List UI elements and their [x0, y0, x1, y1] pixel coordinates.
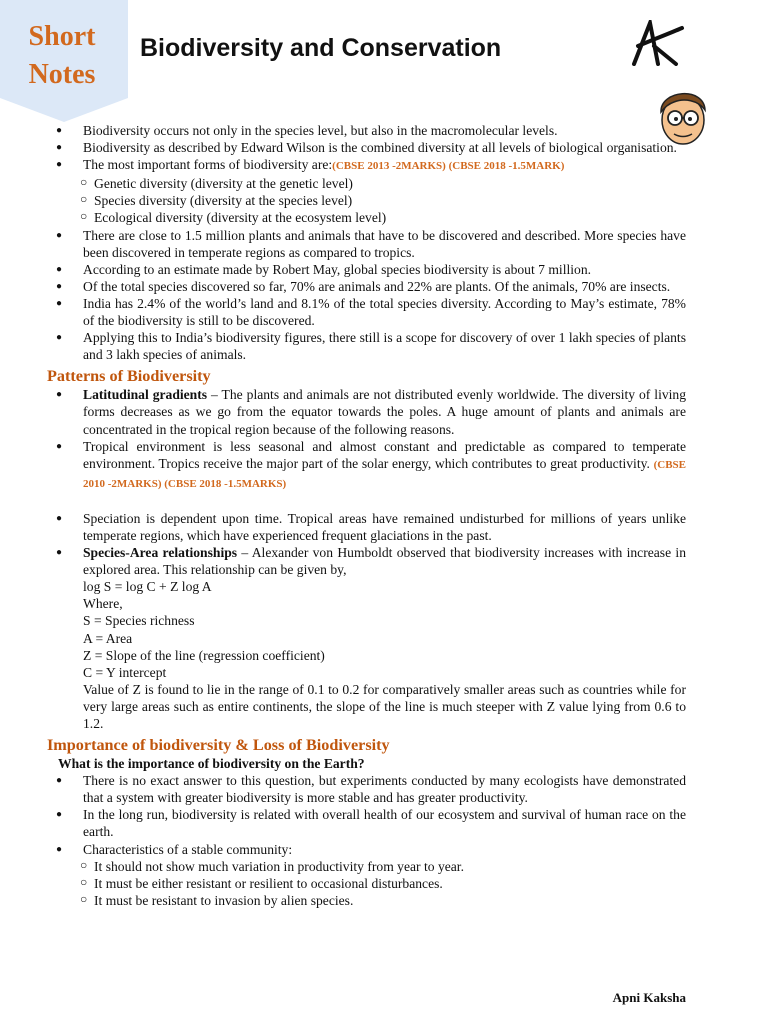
importance-list: [58, 772, 686, 909]
patterns-list: [58, 386, 686, 493]
badge-line-1: Short: [28, 21, 96, 52]
list-item: [58, 156, 686, 175]
intro-list: [58, 122, 686, 363]
where-label: Where,: [83, 596, 123, 612]
footer-brand: Apni Kaksha: [612, 990, 686, 1005]
notes-body: [47, 122, 687, 909]
exam-tag: (CBSE 2013 -2MARKS) (CBSE 2018 -1.5MARK): [332, 160, 565, 173]
tropical-text: Tropical environment is less seasonal and almost constant and predictable as compared to temperate environment. Tropics receive the major part of the solar energy, which contributes to great productivity.: [83, 438, 686, 471]
list-item: ● Applying this to India’s biodiversity figures, there still is a scope for discovery of over 1 lakh species of plants and 3 lakh species of animals.: [58, 329, 686, 363]
sub-list-item: ○ It must be resistant to invasion by alien species.: [58, 892, 686, 909]
latitudinal-text: – The plants and animals are not distributed evenly worldwide. The diversity of living forms decreases as we go from the equator towards the poles. A huge amount of plants and animals are concentrated in the tropical region because of the following reasons.: [83, 387, 687, 437]
brand-logo-icon: [628, 20, 686, 66]
z-value-text: Value of Z is found to lie in the range of 0.1 to 0.2 for comparatively smaller areas such as countries while for very large areas such as entire continents, the slope of the line is much steeper with Z value lying from 0.6 to 1.2.: [83, 681, 686, 731]
importance-heading: Importance of biodiversity & Loss of Biodiversity: [47, 736, 390, 755]
list-item: ● There are close to 1.5 million plants and animals that have to be discovered and described. More species have been discovered in temperate regions as compared to tropics.: [58, 227, 686, 261]
species-area-term: Species-Area relationships: [83, 545, 238, 561]
sub-list-item: ○ Genetic diversity (diversity at the genetic level): [58, 175, 686, 192]
formula: log S = log C + Z log A: [83, 579, 212, 595]
importance-question: What is the importance of biodiversity on the Earth?: [58, 756, 365, 772]
list-item: [58, 386, 686, 437]
definition: C = Y intercept: [83, 664, 167, 680]
list-item: [58, 438, 686, 493]
badge-label: [6, 18, 118, 94]
list-item: ● Of the total species discovered so far, 70% are animals and 22% are plants. Of the animals, 70% are insects.: [58, 278, 686, 295]
speciation-list: [58, 510, 686, 578]
sub-list-item: ○ It should not show much variation in productivity from year to year.: [58, 858, 686, 875]
latitudinal-term: Latitudinal gradients: [83, 387, 208, 403]
definition: S = Species richness: [83, 613, 195, 629]
list-item: [58, 544, 686, 578]
exam-tag: (CBSE 2010 -2MARKS) (CBSE 2018 -1.5MARKS): [83, 458, 686, 490]
list-item: ● Biodiversity occurs not only in the species level, but also in the macromolecular levels.: [58, 122, 686, 139]
badge-line-2: Notes: [28, 59, 96, 90]
list-item: ● According to an estimate made by Robert May, global species biodiversity is about 7 million.: [58, 261, 686, 278]
forms-text: The most important forms of biodiversity are:: [83, 157, 333, 173]
sub-list-item: ○ It must be either resistant or resilient to occasional disturbances.: [58, 875, 686, 892]
spacer: [58, 493, 686, 510]
species-area-text: – Alexander von Humboldt observed that biodiversity increases with increase in explored area. This relationship can be given by,: [83, 545, 687, 578]
list-item: ● India has 2.4% of the world’s land and 8.1% of the total species diversity. According to May’s estimate, 78% of the biodiversity is still to be discovered.: [58, 295, 686, 329]
definition: Z = Slope of the line (regression coefficient): [83, 647, 325, 663]
sub-list-item: ○ Species diversity (diversity at the species level): [58, 192, 686, 209]
definition: A = Area: [83, 630, 133, 646]
sub-list-item: ○ Ecological diversity (diversity at the ecosystem level): [58, 209, 686, 226]
list-item: ● Speciation is dependent upon time. Tropical areas have remained undisturbed for millions of years unlike temperate regions, which have experienced frequent glaciations in the past.: [58, 510, 686, 544]
list-item: ● Biodiversity as described by Edward Wilson is the combined diversity at all levels of biological organisation.: [58, 139, 686, 156]
patterns-heading: Patterns of Biodiversity: [47, 367, 211, 386]
list-item: ● In the long run, biodiversity is related with overall health of our ecosystem and survival of human race on the earth.: [58, 806, 686, 840]
page-title: Biodiversity and Conservation: [140, 34, 502, 62]
list-item: ● Characteristics of a stable community:: [58, 841, 686, 858]
list-item: ● There is no exact answer to this question, but experiments conducted by many ecologists have demonstrated that a system with greater biodiversity is more stable and has greater productivity.: [58, 772, 686, 806]
